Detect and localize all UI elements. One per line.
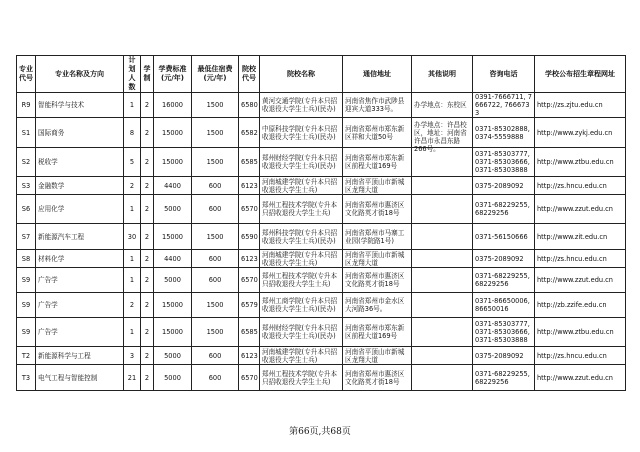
row-major: 金融数学 bbox=[36, 177, 124, 195]
header-code: 专业代号 bbox=[17, 56, 36, 93]
row-address: 河南省郑州市郑东新区祥和大道50号 bbox=[343, 118, 412, 148]
header-website: 学校公布招生章程网址 bbox=[535, 56, 626, 93]
row-code: S8 bbox=[17, 250, 36, 268]
row-website: http://www.zykj.edu.cn bbox=[535, 118, 626, 148]
row-phone: 0371-85303777, 0371-85303666, 0371-85303888 bbox=[473, 148, 535, 177]
row-address: 河南省平顶山市新城区龙翔大道 bbox=[343, 347, 412, 365]
row-major: 新能源科学与工程 bbox=[36, 347, 124, 365]
row-years: 2 bbox=[141, 365, 154, 391]
row-plan: 1 bbox=[124, 268, 141, 293]
row-school-code: 6123 bbox=[239, 177, 260, 195]
row-dorm: 1500 bbox=[192, 148, 239, 177]
row-phone: 0375-2089092 bbox=[473, 250, 535, 268]
row-address: 河南省郑州市马寨工业园(学院路1号) bbox=[343, 224, 412, 250]
header-years: 学制 bbox=[141, 56, 154, 93]
header-school-code: 院校代号 bbox=[239, 56, 260, 93]
row-notes bbox=[412, 177, 473, 195]
row-address: 河南省郑州市惠济区文化路英才街18号 bbox=[343, 195, 412, 224]
admissions-table bbox=[16, 55, 626, 391]
table-row bbox=[17, 347, 626, 365]
row-major: 材料化学 bbox=[36, 250, 124, 268]
table-row bbox=[17, 318, 626, 347]
row-school-name: 河南城建学院(专升本只招收退役大学生士兵) bbox=[260, 177, 343, 195]
row-notes bbox=[412, 293, 473, 318]
row-major: 广告学 bbox=[36, 293, 124, 318]
row-website: http://www.zzut.edu.cn bbox=[535, 365, 626, 391]
row-school-name: 郑州工商学院(专升本只招收退役大学生士兵)(民办) bbox=[260, 293, 343, 318]
row-address: 河南省平顶山市新城区龙翔大道 bbox=[343, 250, 412, 268]
row-website: http://www.zzut.edu.cn bbox=[535, 195, 626, 224]
row-notes bbox=[412, 195, 473, 224]
row-school-name: 河南城建学院(专升本只招收退役大学生士兵) bbox=[260, 347, 343, 365]
row-years: 2 bbox=[141, 250, 154, 268]
row-notes: 办学地点：许昌校区，地址：河南省许昌市永昌东路266号。 bbox=[412, 118, 473, 148]
table-row bbox=[17, 177, 626, 195]
row-code: S3 bbox=[17, 177, 36, 195]
table-row bbox=[17, 293, 626, 318]
row-tuition: 5000 bbox=[154, 365, 192, 391]
page-number: 第66页,共68页 bbox=[289, 427, 351, 437]
row-years: 2 bbox=[141, 224, 154, 250]
header-row bbox=[17, 56, 626, 93]
header-phone: 咨询电话 bbox=[473, 56, 535, 93]
row-address: 河南省郑州市惠济区文化路英才街18号 bbox=[343, 268, 412, 293]
row-phone: 0371-68229255, 68229256 bbox=[473, 268, 535, 293]
row-address: 河南省郑州市惠济区文化路英才街18号 bbox=[343, 365, 412, 391]
row-plan: 21 bbox=[124, 365, 141, 391]
header-school-name: 院校名称 bbox=[260, 56, 343, 93]
row-tuition: 15000 bbox=[154, 293, 192, 318]
row-school-code: 6570 bbox=[239, 195, 260, 224]
row-code: T3 bbox=[17, 365, 36, 391]
row-major: 税收学 bbox=[36, 148, 124, 177]
row-major: 新能源汽车工程 bbox=[36, 224, 124, 250]
row-dorm: 600 bbox=[192, 195, 239, 224]
row-years: 2 bbox=[141, 148, 154, 177]
row-code: S6 bbox=[17, 195, 36, 224]
row-school-code: 6580 bbox=[239, 93, 260, 118]
row-website: http://zs.hncu.edu.cn bbox=[535, 347, 626, 365]
row-tuition: 15000 bbox=[154, 118, 192, 148]
row-major: 广告学 bbox=[36, 268, 124, 293]
header-tuition: 学费标准(元/年) bbox=[154, 56, 192, 93]
row-school-name: 河南城建学院(专升本只招收退役大学生士兵) bbox=[260, 250, 343, 268]
table-row bbox=[17, 195, 626, 224]
table-row bbox=[17, 93, 626, 118]
row-school-name: 郑州工程技术学院(专升本只招收退役大学生士兵) bbox=[260, 195, 343, 224]
row-plan: 2 bbox=[124, 177, 141, 195]
row-address: 河南省平顶山市新城区龙翔大道 bbox=[343, 177, 412, 195]
row-phone: 0371-86650006, 86650016 bbox=[473, 293, 535, 318]
row-website: http://zs.hncu.edu.cn bbox=[535, 177, 626, 195]
row-plan: 1 bbox=[124, 318, 141, 347]
row-school-code: 6570 bbox=[239, 365, 260, 391]
row-plan: 30 bbox=[124, 224, 141, 250]
row-dorm: 600 bbox=[192, 177, 239, 195]
row-major: 智能科学与技术 bbox=[36, 93, 124, 118]
row-school-name: 郑州工程技术学院(专升本只招收退役大学生士兵) bbox=[260, 365, 343, 391]
row-tuition: 5000 bbox=[154, 195, 192, 224]
row-notes bbox=[412, 347, 473, 365]
row-school-name: 郑州科技学院(专升本只招收退役大学生士兵)(民办) bbox=[260, 224, 343, 250]
row-dorm: 1500 bbox=[192, 224, 239, 250]
row-school-code: 6123 bbox=[239, 250, 260, 268]
row-code: S9 bbox=[17, 293, 36, 318]
row-major: 国际商务 bbox=[36, 118, 124, 148]
row-plan: 1 bbox=[124, 93, 141, 118]
row-tuition: 15000 bbox=[154, 148, 192, 177]
table-body bbox=[17, 93, 626, 391]
row-notes bbox=[412, 365, 473, 391]
row-tuition: 15000 bbox=[154, 318, 192, 347]
row-phone: 0375-2089092 bbox=[473, 347, 535, 365]
row-major: 广告学 bbox=[36, 318, 124, 347]
row-phone: 0371-85303777, 0371-85303666, 0371-85303888 bbox=[473, 318, 535, 347]
row-plan: 3 bbox=[124, 347, 141, 365]
row-major: 电气工程与智能控制 bbox=[36, 365, 124, 391]
row-dorm: 600 bbox=[192, 347, 239, 365]
row-plan: 5 bbox=[124, 148, 141, 177]
row-notes bbox=[412, 318, 473, 347]
row-dorm: 1500 bbox=[192, 93, 239, 118]
row-website: http://zs.hncu.edu.cn bbox=[535, 250, 626, 268]
row-school-code: 6585 bbox=[239, 148, 260, 177]
header-plan: 计划人数 bbox=[124, 56, 141, 93]
header-dorm: 最低住宿费(元/年) bbox=[192, 56, 239, 93]
row-notes bbox=[412, 268, 473, 293]
row-code: S9 bbox=[17, 268, 36, 293]
row-school-code: 6582 bbox=[239, 118, 260, 148]
row-code: R9 bbox=[17, 93, 36, 118]
header-address: 通信地址 bbox=[343, 56, 412, 93]
row-dorm: 1500 bbox=[192, 318, 239, 347]
row-code: S7 bbox=[17, 224, 36, 250]
row-phone: 0375-2089092 bbox=[473, 177, 535, 195]
row-code: S9 bbox=[17, 318, 36, 347]
row-website: http://zs.zjtu.edu.cn bbox=[535, 93, 626, 118]
row-notes: 办学地点：东校区 bbox=[412, 93, 473, 118]
row-tuition: 5000 bbox=[154, 347, 192, 365]
row-tuition: 4400 bbox=[154, 250, 192, 268]
row-school-name: 中原科技学院(专升本只招收退役大学生士兵)(民办) bbox=[260, 118, 343, 148]
row-school-name: 郑州财经学院(专升本只招收退役大学生士兵)(民办) bbox=[260, 148, 343, 177]
row-website: http://www.ztbu.edu.cn bbox=[535, 148, 626, 177]
row-dorm: 1500 bbox=[192, 293, 239, 318]
row-tuition: 16000 bbox=[154, 93, 192, 118]
row-plan: 2 bbox=[124, 293, 141, 318]
row-phone: 0371-68229255, 68229256 bbox=[473, 195, 535, 224]
row-plan: 1 bbox=[124, 250, 141, 268]
row-website: http://zb.zzife.edu.cn bbox=[535, 293, 626, 318]
row-address: 河南省郑州市金水区大河路36号。 bbox=[343, 293, 412, 318]
row-plan: 8 bbox=[124, 118, 141, 148]
table-row bbox=[17, 365, 626, 391]
row-dorm: 600 bbox=[192, 250, 239, 268]
row-school-name: 郑州工程技术学院(专升本只招收退役大学生士兵) bbox=[260, 268, 343, 293]
table-row bbox=[17, 148, 626, 177]
row-years: 2 bbox=[141, 293, 154, 318]
row-years: 2 bbox=[141, 118, 154, 148]
row-school-name: 郑州财经学院(专升本只招收退役大学生士兵)(民办) bbox=[260, 318, 343, 347]
row-phone: 0371-85302888, 0374-5559888 bbox=[473, 118, 535, 148]
table-row bbox=[17, 224, 626, 250]
row-notes bbox=[412, 250, 473, 268]
row-school-code: 6123 bbox=[239, 347, 260, 365]
row-school-name: 黄河交通学院(专升本只招收退役大学生士兵)(民办) bbox=[260, 93, 343, 118]
row-website: http://www.zit.edu.cn bbox=[535, 224, 626, 250]
row-phone: 0371-56150666 bbox=[473, 224, 535, 250]
table-row bbox=[17, 250, 626, 268]
row-dorm: 1500 bbox=[192, 118, 239, 148]
header-notes: 其他说明 bbox=[412, 56, 473, 93]
row-years: 2 bbox=[141, 195, 154, 224]
row-years: 2 bbox=[141, 268, 154, 293]
row-school-code: 6590 bbox=[239, 224, 260, 250]
row-address: 河南省郑州市郑东新区前程大道169号 bbox=[343, 318, 412, 347]
table-row bbox=[17, 268, 626, 293]
row-website: http://www.ztbu.edu.cn bbox=[535, 318, 626, 347]
row-years: 2 bbox=[141, 177, 154, 195]
row-tuition: 4400 bbox=[154, 177, 192, 195]
row-plan: 1 bbox=[124, 195, 141, 224]
row-school-code: 6579 bbox=[239, 293, 260, 318]
row-phone: 0371-68229255, 68229256 bbox=[473, 365, 535, 391]
table-row bbox=[17, 118, 626, 148]
row-school-code: 6570 bbox=[239, 268, 260, 293]
row-years: 2 bbox=[141, 347, 154, 365]
row-website: http://www.zzut.edu.cn bbox=[535, 268, 626, 293]
row-dorm: 600 bbox=[192, 365, 239, 391]
row-address: 河南省郑州市郑东新区前程大道169号 bbox=[343, 148, 412, 177]
row-school-code: 6585 bbox=[239, 318, 260, 347]
row-major: 应用化学 bbox=[36, 195, 124, 224]
row-code: S1 bbox=[17, 118, 36, 148]
row-code: T2 bbox=[17, 347, 36, 365]
row-tuition: 15000 bbox=[154, 224, 192, 250]
header-major: 专业名称及方向 bbox=[36, 56, 124, 93]
row-tuition: 5000 bbox=[154, 268, 192, 293]
row-code: S2 bbox=[17, 148, 36, 177]
row-dorm: 600 bbox=[192, 268, 239, 293]
row-notes bbox=[412, 224, 473, 250]
row-years: 2 bbox=[141, 318, 154, 347]
row-address: 河南省焦作市武陟县迎宾大道333号。 bbox=[343, 93, 412, 118]
row-years: 2 bbox=[141, 93, 154, 118]
row-phone: 0391-7666711, 7666722, 7666733 bbox=[473, 93, 535, 118]
